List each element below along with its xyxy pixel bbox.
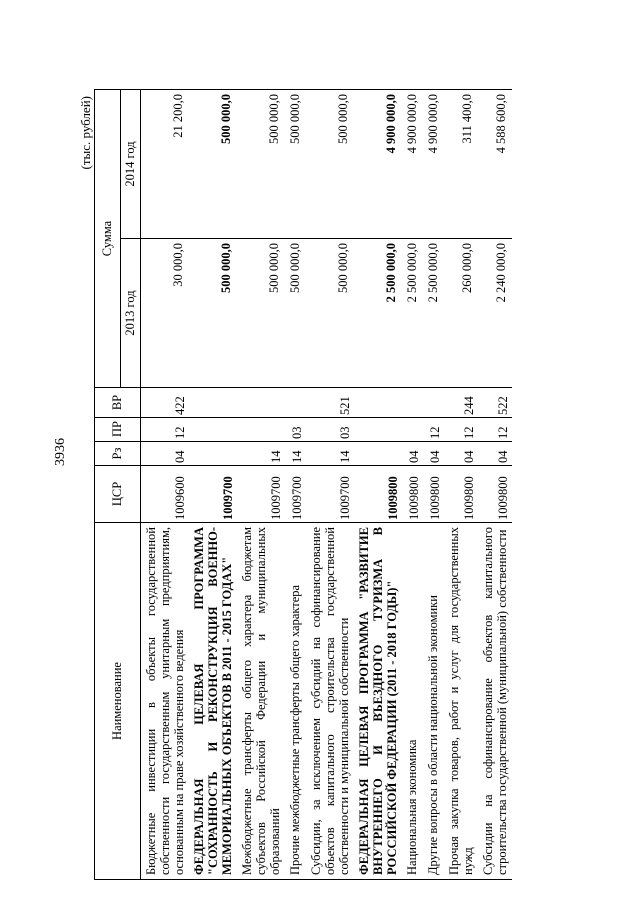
cell-pr: 12	[141, 418, 190, 442]
cell-y2013: 500 000,0	[306, 239, 354, 388]
cell-rz	[189, 442, 237, 466]
header-vr: ВР	[95, 388, 141, 418]
cell-rz: 14	[237, 442, 285, 466]
page-number-text: 3936	[53, 438, 68, 466]
cell-rz: 14	[285, 442, 306, 466]
table-row	[306, 90, 354, 880]
cell-vr	[285, 388, 306, 418]
cell-y2014: 500 000,0	[306, 90, 354, 239]
header-2013: 2013 год	[121, 239, 141, 388]
cell-y2014: 500 000,0	[237, 90, 285, 239]
cell-vr	[189, 388, 237, 418]
table-body	[141, 90, 513, 880]
cell-y2014: 500 000,0	[189, 90, 237, 239]
cell-vr: 422	[141, 388, 190, 418]
cell-y2013: 30 000,0	[141, 239, 190, 388]
cell-y2014: 4 900 000,0	[354, 90, 402, 239]
cell-pr	[402, 418, 423, 442]
cell-csr: 1009700	[306, 466, 354, 523]
page-number	[46, 437, 76, 467]
table-row	[354, 90, 402, 880]
cell-name: ФЕДЕРАЛЬНАЯ ЦЕЛЕВАЯ ПРОГРАММА "СОХРАННОСТЬ И РЕКОНСТРУКЦИЯ ВОЕННО-МЕМОРИАЛЬНЫХ ОБЪЕКТОВ В 2011 - 2015 ГОДАХ"	[189, 523, 237, 880]
cell-rz: 04	[444, 442, 478, 466]
cell-name: Межбюджетные трансферты общего характера бюджетам субъектов Российской Федерации и муниципальных образований	[237, 523, 285, 880]
cell-name: Субсидии на софинансирование объектов капитального строительства государственной (муниципальной) собственности	[478, 523, 512, 880]
cell-csr: 1009800	[444, 466, 478, 523]
rotated-table-area	[78, 90, 523, 880]
cell-y2013: 500 000,0	[237, 239, 285, 388]
table-row	[189, 90, 237, 880]
cell-csr: 1009700	[189, 466, 237, 523]
units-label: (тыс. рублей)	[78, 96, 93, 170]
cell-vr: 522	[478, 388, 512, 418]
cell-pr	[189, 418, 237, 442]
table-row	[402, 90, 423, 880]
cell-y2013: 2 500 000,0	[354, 239, 402, 388]
cell-name: ФЕДЕРАЛЬНАЯ ЦЕЛЕВАЯ ПРОГРАММА "РАЗВИТИЕ ВНУТРЕННЕГО И ВЪЕЗДНОГО ТУРИЗМА В РОССИЙСКОЙ ФЕДЕРАЦИИ (2011 - 2018 ГОДЫ)"	[354, 523, 402, 880]
budget-table	[94, 89, 512, 880]
cell-pr: 03	[306, 418, 354, 442]
cell-csr: 1009700	[285, 466, 306, 523]
cell-y2013: 2 500 000,0	[402, 239, 423, 388]
cell-csr: 1009600	[141, 466, 190, 523]
cell-pr	[237, 418, 285, 442]
cell-pr	[354, 418, 402, 442]
header-name: Наименование	[95, 523, 141, 880]
table-header	[95, 90, 141, 880]
cell-vr	[237, 388, 285, 418]
table-row	[423, 90, 444, 880]
cell-y2014: 4 900 000,0	[402, 90, 423, 239]
cell-name: Национальная экономика	[402, 523, 423, 880]
table-row	[444, 90, 478, 880]
cell-name: Субсидии, за исключением субсидий на софинансирование объектов капитального строительства государственной собственности и муниципальной собственности	[306, 523, 354, 880]
cell-rz: 14	[306, 442, 354, 466]
header-pr: ПР	[95, 418, 141, 442]
cell-name: Бюджетные инвестиции в объекты государственной собственности государственным унитарным предприятиям, основанным на праве хозяйственного ведения	[141, 523, 190, 880]
cell-y2013: 500 000,0	[285, 239, 306, 388]
cell-rz: 04	[402, 442, 423, 466]
header-sum: Сумма	[95, 90, 121, 388]
cell-vr: 521	[306, 388, 354, 418]
cell-rz: 04	[141, 442, 190, 466]
cell-y2014: 500 000,0	[285, 90, 306, 239]
cell-y2013: 500 000,0	[189, 239, 237, 388]
cell-csr: 1009800	[402, 466, 423, 523]
cell-vr: 244	[444, 388, 478, 418]
cell-csr: 1009800	[423, 466, 444, 523]
cell-y2013: 2 500 000,0	[423, 239, 444, 388]
cell-y2013: 260 000,0	[444, 239, 478, 388]
table-row	[478, 90, 512, 880]
cell-name: Прочие межбюджетные трансферты общего характера	[285, 523, 306, 880]
cell-vr	[423, 388, 444, 418]
cell-csr: 1009800	[354, 466, 402, 523]
cell-rz	[354, 442, 402, 466]
cell-csr: 1009700	[237, 466, 285, 523]
cell-vr	[354, 388, 402, 418]
cell-y2014: 4 900 000,0	[423, 90, 444, 239]
header-csr: ЦСР	[95, 466, 141, 523]
cell-y2014: 4 588 600,0	[478, 90, 512, 239]
cell-name: Прочая закупка товаров, работ и услуг для государственных нужд	[444, 523, 478, 880]
table-row	[141, 90, 190, 880]
cell-rz: 04	[478, 442, 512, 466]
cell-rz: 04	[423, 442, 444, 466]
cell-pr: 12	[423, 418, 444, 442]
header-2014: 2014 год	[121, 90, 141, 239]
cell-name: Другие вопросы в области национальной экономики	[423, 523, 444, 880]
cell-vr	[402, 388, 423, 418]
cell-csr: 1009800	[478, 466, 512, 523]
cell-pr: 03	[285, 418, 306, 442]
cell-y2013: 2 240 000,0	[478, 239, 512, 388]
cell-pr: 12	[478, 418, 512, 442]
cell-pr: 12	[444, 418, 478, 442]
table-row	[285, 90, 306, 880]
cell-y2014: 311 400,0	[444, 90, 478, 239]
header-rz: Рз	[95, 442, 141, 466]
cell-y2014: 21 200,0	[141, 90, 190, 239]
table-row	[237, 90, 285, 880]
